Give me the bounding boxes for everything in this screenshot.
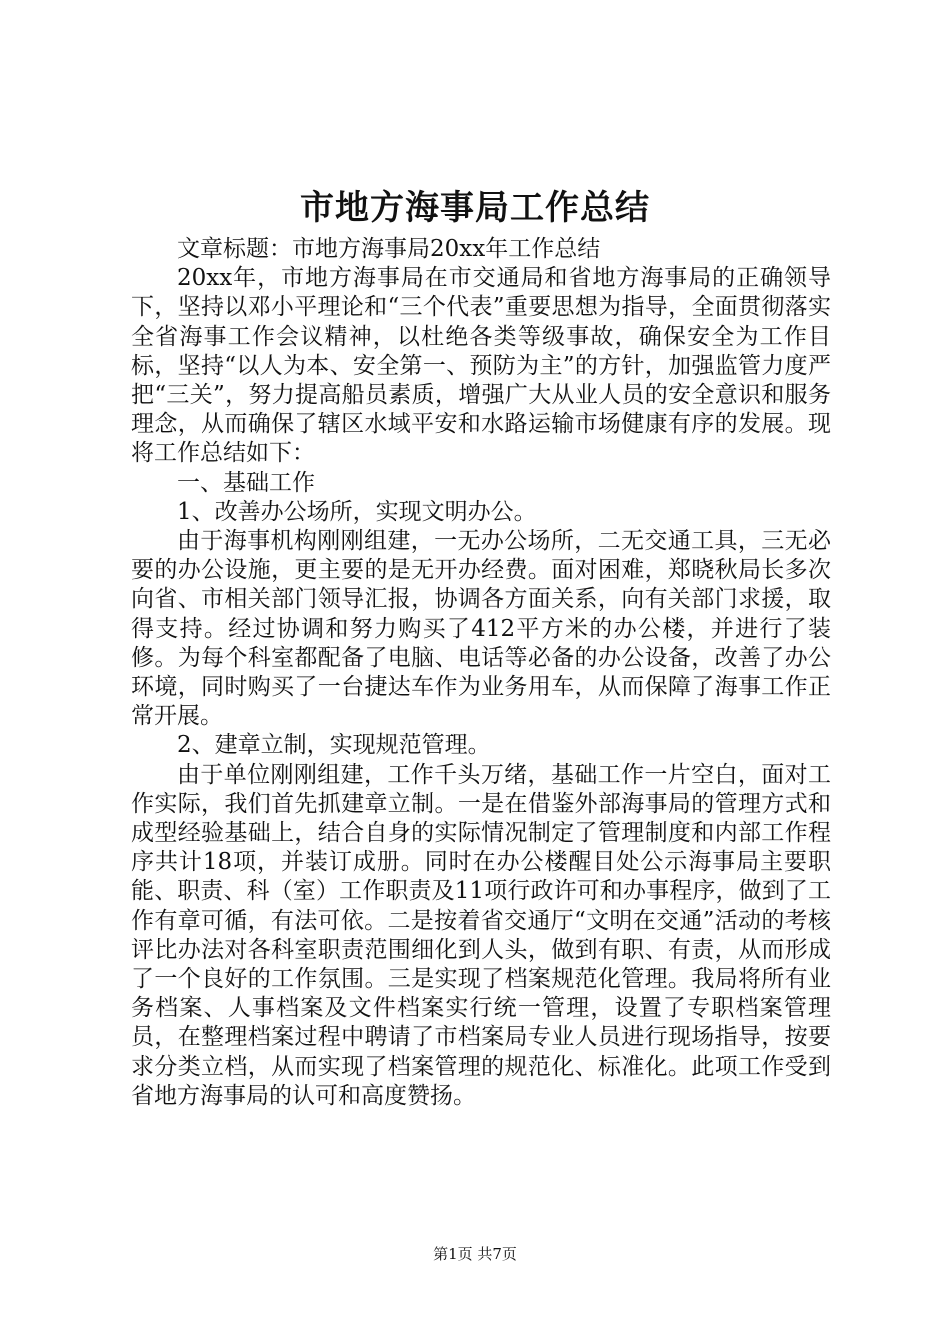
subsection-heading: 2、建章立制，实现规范管理。 — [177, 732, 491, 759]
body-paragraph: 由于海事机构刚刚组建，一无办公场所，二无交通工具，三无必要的办公设施，更主要的是无开办经费。面对困难，郑晓秋局长多次向省、市相关部门领导汇报，协调各方面关系，向有关部门求援，取得支持。经过协调和努力购买了412平方米的办公楼，并进行了装修。为每个科室都配备了电脑、电话等必备的办公设备，改善了办公环境，同时购买了一台捷达车作为业务用车，从而保障了海事工作正常开展。 — [131, 528, 831, 730]
article-title-line: 文章标题：市地方海事局20xx年工作总结 — [177, 236, 601, 262]
body-paragraph: 由于单位刚刚组建，工作千头万绪，基础工作一片空白，面对工作实际，我们首先抓建章立制。一是在借鉴外部海事局的管理方式和成型经验基础上，结合自身的实际情况制定了管理制度和内部工作程序共计18项，并装订成册。同时在办公楼醒目处公示海事局主要职能、职责、科（室）工作职责及11项行政许可和办事程序，做到了工作有章可循，有法可依。二是按着省交通厅“文明在交通”活动的考核评比办法对各科室职责范围细化到人头，做到有职、有责，从而形成了一个良好的工作氛围。三是实现了档案规范化管理。我局将所有业务档案、人事档案及文件档案实行统一管理，设置了专职档案管理员，在整理档案过程中聘请了市档案局专业人员进行现场指导，按要求分类立档，从而实现了档案管理的规范化、标准化。此项工作受到省地方海事局的认可和高度赞扬。 — [131, 761, 831, 1109]
document-body — [131, 235, 831, 1111]
page-number-footer: 第1页 共7页 — [433, 1245, 517, 1263]
intro-paragraph: 20xx年，市地方海事局在市交通局和省地方海事局的正确领导下，坚持以邓小平理论和“三个代表”重要思想为指导，全面贯彻落实全省海事工作会议精神，以杜绝各类等级事故，确保安全为工作目标，坚持“以人为本、安全第一、预防为主”的方针，加强监管力度严把“三关”，努力提高船员素质，增强广大从业人员的安全意识和服务理念，从而确保了辖区水域平安和水路运输市场健康有序的发展。现将工作总结如下： — [131, 265, 831, 467]
section-heading: 一、基础工作 — [177, 469, 315, 496]
subsection-heading: 1、改善办公场所，实现文明办公。 — [177, 498, 537, 525]
document-title: 市地方海事局工作总结 — [300, 188, 650, 228]
